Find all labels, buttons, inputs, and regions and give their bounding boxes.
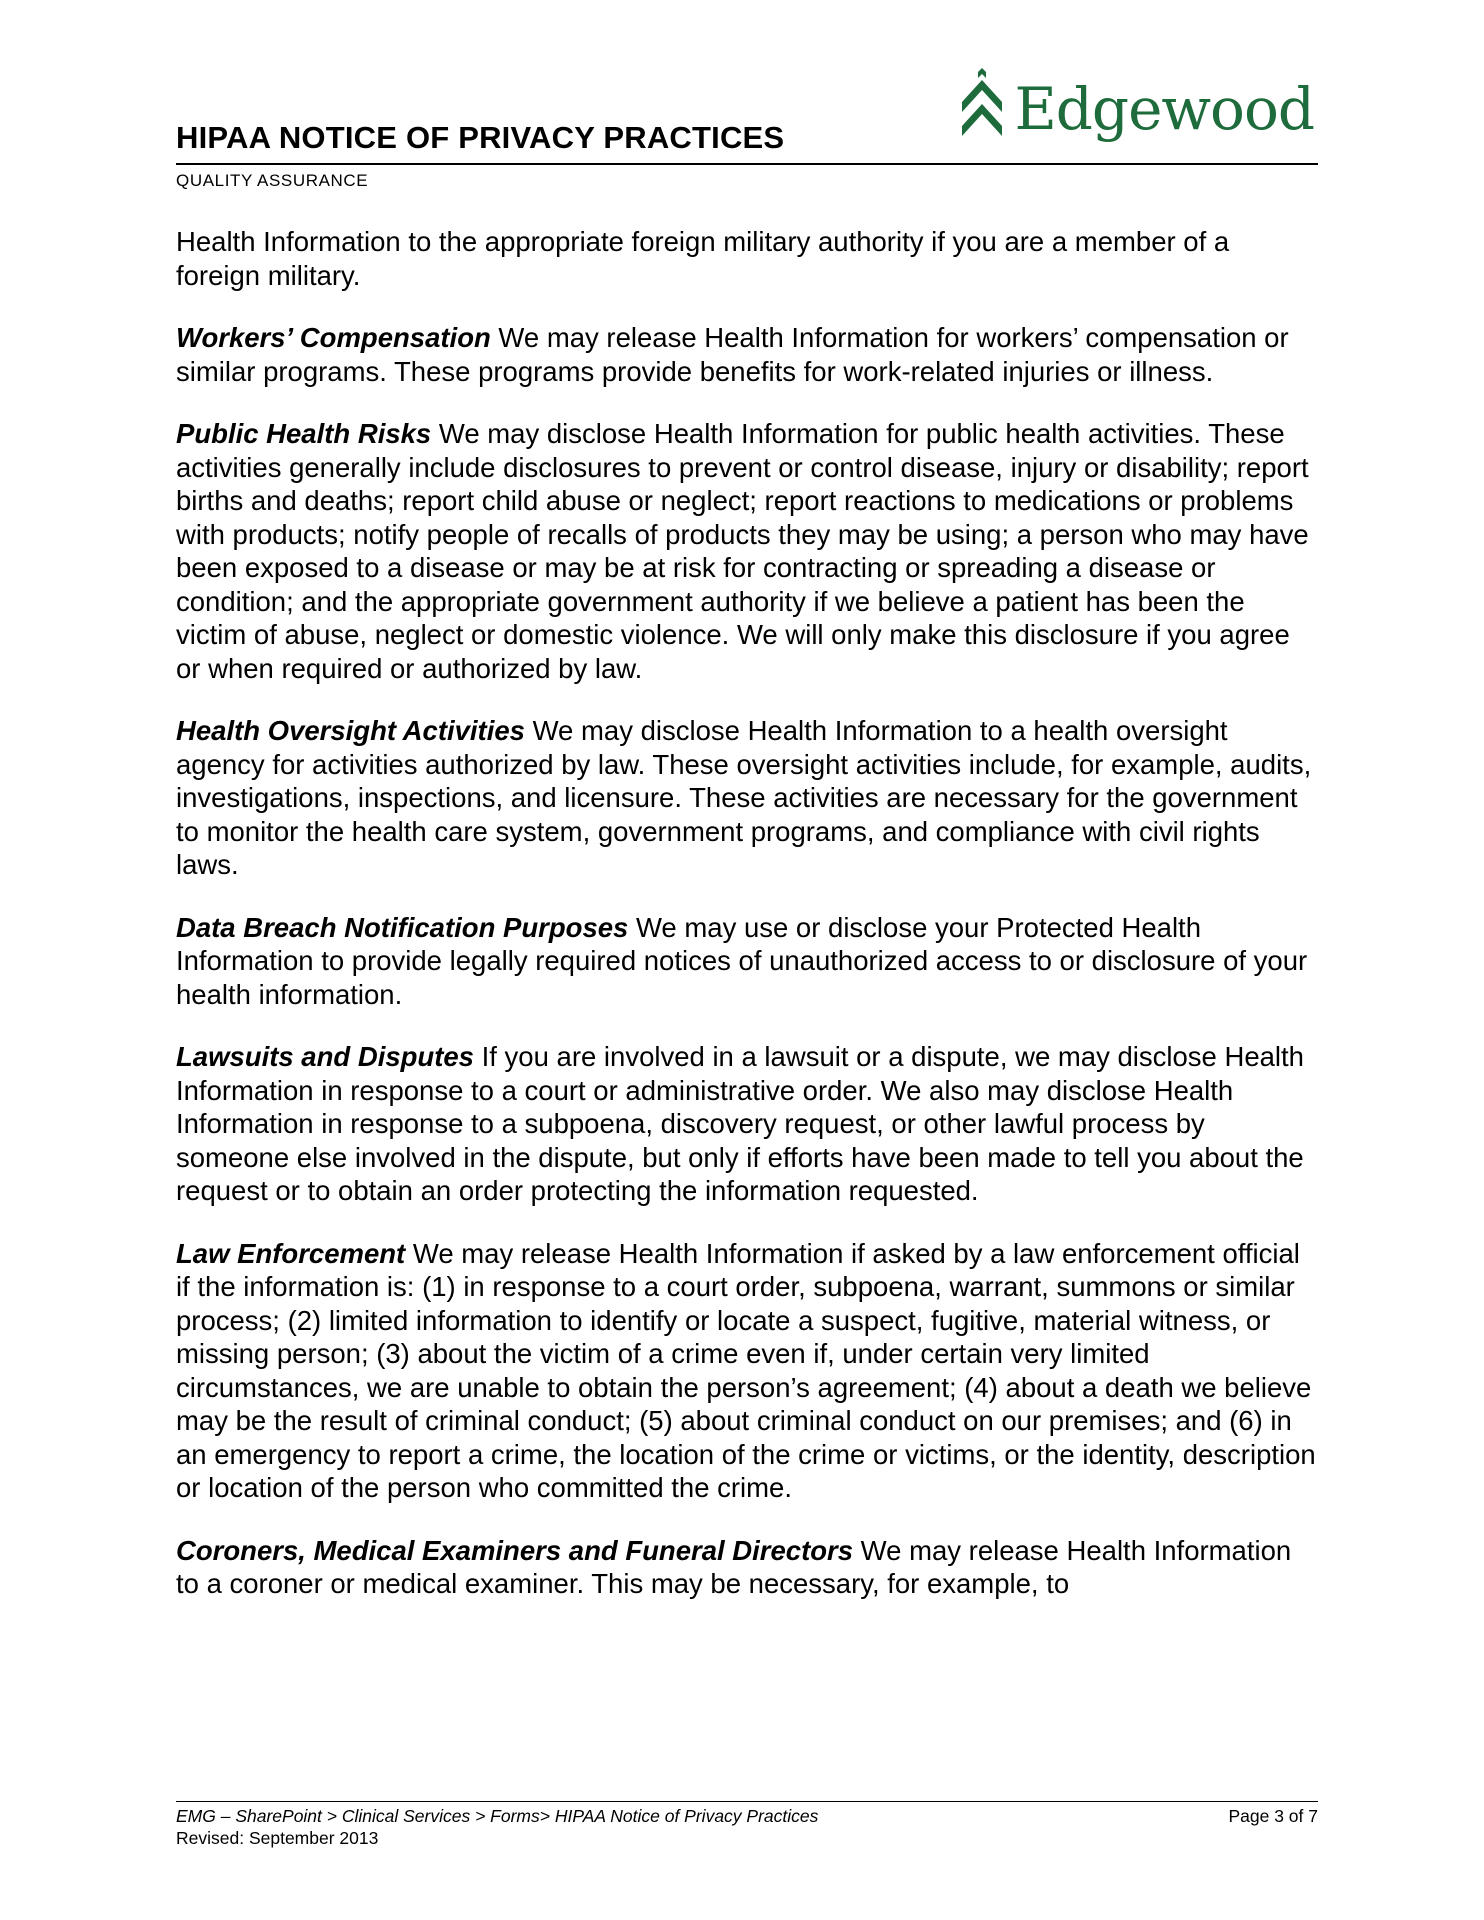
section-lawsuits <box>176 1040 1318 1208</box>
revision-date: Revised: September 2013 <box>176 1828 379 1848</box>
section-health-oversight <box>176 714 1318 882</box>
section-heading: Health Oversight Activities <box>176 715 525 746</box>
logo-wordmark: Edgewood <box>1014 75 1314 143</box>
section-law-enforcement <box>176 1237 1318 1505</box>
document-body <box>176 225 1318 1630</box>
section-heading: Lawsuits and Disputes <box>176 1041 474 1072</box>
section-heading: Workers’ Compensation <box>176 322 491 353</box>
footer-path: EMG – SharePoint > Clinical Services > Forms> HIPAA Notice of Privacy Practices <box>176 1806 819 1826</box>
section-heading: Public Health Risks <box>176 418 432 449</box>
section-text: We may disclose Health Information to a health oversight agency for activities authorized by law. These oversight activities include, for example, audits, investigations, inspections, and licensure. These activities are necessary for the government to monitor the health care system, government programs, and compliance with civil rights laws. <box>176 715 1312 880</box>
section-text: We may release Health Information to a coroner or medical examiner. This may be necessary, for example, to <box>176 1534 1292 1599</box>
double-chevron-up-icon <box>958 68 1006 138</box>
section-heading: Data Breach Notification Purposes <box>176 911 629 943</box>
page-number: Page 3 of 7 <box>1228 1806 1318 1826</box>
footer-divider <box>176 1801 1318 1802</box>
section-text: We may release Health Information if asked by a law enforcement official if the information is: (1) in response to a court order, subpoena, warrant, summons or similar process; (2) limited information to identify or locate a suspect, fugitive, material witness, or missing person; (3) about the victim of a crime even if, under certain very limited circumstances, we are unable to obtain the person’s agreement; (4) about a death we believe may be the result of criminal conduct; (5) about criminal conduct on our premises; and (6) in an emergency to report a crime, the location of the crime or victims, or the identity, description or location of the person who committed the crime. <box>176 1237 1316 1503</box>
section-data-breach <box>176 911 1318 1012</box>
page-header <box>176 64 1318 164</box>
header-divider <box>176 163 1318 165</box>
section-text: If you are involved in a lawsuit or a dispute, we may disclose Health Information in response to a court or administrative order. We also may disclose Health Information in response to a subpoena, discovery request, or other lawful process by someone else involved in the dispute, but only if efforts have been made to tell you about the request or to obtain an order protecting the information requested. <box>176 1041 1304 1206</box>
section-heading: Coroners, Medical Examiners and Funeral Directors <box>176 1534 854 1566</box>
section-text: We may use or disclose your Protected Health Information to provide legally required notices of unauthorized access to or disclosure of your health information. <box>176 911 1308 1010</box>
section-text: We may disclose Health Information for public health activities. These activities generally include disclosures to prevent or control disease, injury or disability; report births and deaths; report child abuse or neglect; report reactions to medications or problems with products; notify people of recalls of products they may be using; a person who may have been exposed to a disease or may be at risk for contracting or spreading a disease or condition; and the appropriate government authority if we believe a patient has been the victim of abuse, neglect or domestic violence. We will only make this disclosure if you agree or when required or authorized by law. <box>176 418 1309 684</box>
intro-paragraph: Health Information to the appropriate foreign military authority if you are a member of a foreign military. <box>176 226 1230 291</box>
document-subtitle: QUALITY ASSURANCE <box>176 171 369 190</box>
section-coroners <box>176 1534 1318 1601</box>
edgewood-logo <box>958 68 1314 143</box>
section-heading: Law Enforcement <box>176 1237 406 1269</box>
document-title: HIPAA NOTICE OF PRIVACY PRACTICES <box>176 120 785 155</box>
section-public-health-risks <box>176 417 1318 685</box>
section-workers-compensation <box>176 321 1318 388</box>
section-text: We may release Health Information for workers’ compensation or similar programs. These programs provide benefits for work-related injuries or illness. <box>176 322 1289 387</box>
